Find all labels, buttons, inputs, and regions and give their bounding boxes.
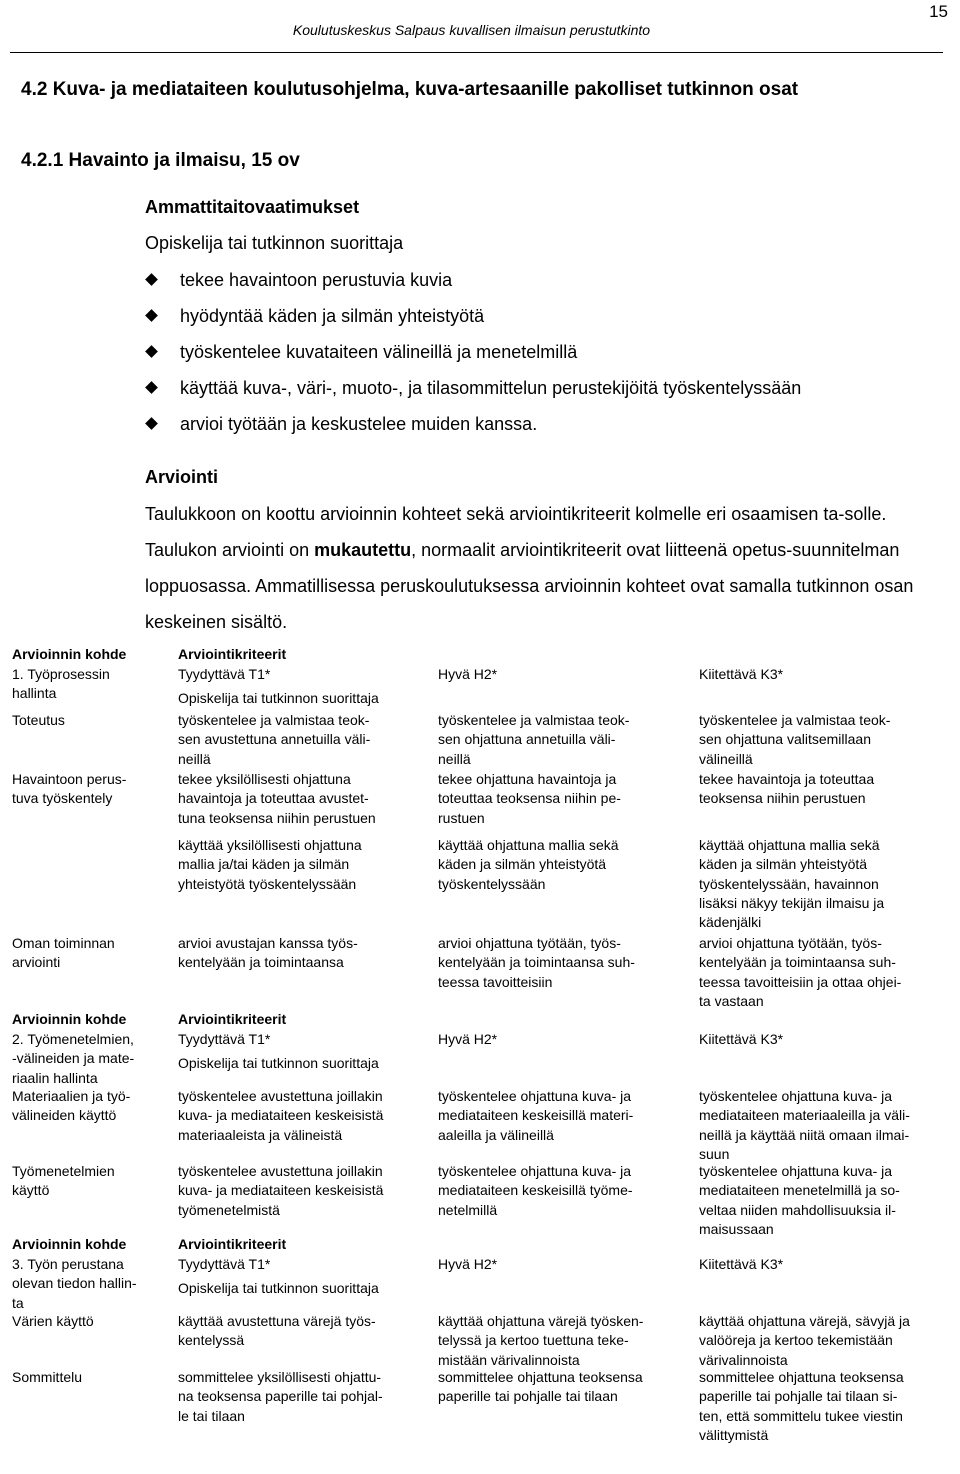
requirements-list (145, 262, 801, 442)
criteria-lead: Opiskelija tai tutkinnon suorittaja (178, 1055, 379, 1071)
assessment-text (145, 496, 960, 640)
assessment-target: arviointi (12, 954, 61, 971)
assessment-target: Havaintoon perus- (12, 771, 127, 787)
criteria-t1: havaintoja ja toteuttaa avustet- (178, 790, 369, 807)
assessment-paragraph: Taulukkoon on koottu arvioinnin kohteet sekä arviointikriteerit kolmelle eri osaamisen ta-solle. Taulukon arviointi on mukautettu, normaalit arviointikriteerit ovat liitteenä opetus-suunnitelman loppuosassa. Ammatillisessa peruskoulutuksessa arvioinnin kohteet ovat samalla tutkinnon osan keskeinen sisältö. (145, 504, 914, 632)
section-title: 1. Työprosessin (12, 666, 110, 682)
criteria-t1: työmenetelmistä (178, 1201, 280, 1218)
criteria-lead: Opiskelija tai tutkinnon suorittaja (178, 1280, 379, 1296)
criteria-t1: työskentelee avustettuna joillakin (178, 1163, 383, 1179)
criteria-t1: le tai tilaan (178, 1407, 245, 1424)
section-title: ta (12, 1294, 24, 1311)
level-k3: Kiitettävä K3* (699, 1031, 784, 1047)
criteria-h2: paperille tai pohjalle tai tilaan (438, 1388, 618, 1405)
criteria-h2: mediataiteen keskeisillä materi- (438, 1107, 634, 1124)
criteria-t1: käyttää yksilöllisesti ohjattuna (178, 837, 362, 853)
section-heading: 4.2 Kuva- ja mediataiteen koulutusohjelma, kuva-artesaanille pakolliset tutkinnon osat (21, 79, 799, 100)
criteria-k3: tekee havaintoja ja toteuttaa (699, 771, 875, 787)
column-header-kohde: Arvioinnin kohde (12, 1011, 127, 1027)
criteria-k3: työskentelyssään, havainnon (699, 875, 879, 892)
criteria-t1: sen avustettuna annetuilla väli- (178, 731, 371, 748)
assessment-target: käyttö (12, 1182, 50, 1199)
assessment-target: Materiaalien ja työ- (12, 1088, 131, 1104)
criteria-k3: valööreja ja kertoo tekemistään (699, 1332, 893, 1349)
page-number: 15 (929, 2, 948, 21)
criteria-t1: tekee yksilöllisesti ohjattuna (178, 771, 351, 787)
diamond-bullet-icon (145, 381, 158, 394)
criteria-h2: mediataiteen keskeisillä työme- (438, 1182, 633, 1199)
criteria-h2: työskentelee ohjattuna kuva- ja (438, 1088, 632, 1104)
criteria-k3: käyttää ohjattuna värejä, sävyjä ja (699, 1313, 910, 1329)
assessment-target: Työmenetelmien (12, 1163, 115, 1179)
criteria-h2: käyttää ohjattuna värejä työsken- (438, 1313, 644, 1329)
criteria-k3: arvioi ohjattuna työtään, työs- (699, 935, 882, 951)
criteria-k3: välittymistä (699, 1426, 769, 1443)
assessment-target: Värien käyttö (12, 1313, 94, 1329)
criteria-t1: kuva- ja mediataiteen keskeisistä (178, 1107, 384, 1124)
column-header-kohde: Arvioinnin kohde (12, 646, 127, 662)
requirement-item: käyttää kuva-, väri-, muoto-, ja tilasommittelun perustekijöitä työskentelyssään (145, 370, 801, 406)
criteria-h2: sen ohjattuna annetuilla väli- (438, 731, 616, 748)
requirement-item: tekee havaintoon perustuvia kuvia (145, 262, 801, 298)
level-t1: Tyydyttävä T1* (178, 1031, 271, 1047)
criteria-t1: arvioi avustajan kanssa työs- (178, 935, 358, 951)
criteria-k3: neillä ja käyttää niitä omaan ilmai- (699, 1126, 910, 1143)
criteria-t1: materiaaleista ja välineistä (178, 1126, 343, 1143)
criteria-k3: mediataiteen materiaaleilla ja väli- (699, 1107, 910, 1124)
criteria-t1: tuna teoksensa niihin perustuen (178, 809, 376, 826)
criteria-h2: tekee ohjattuna havaintoja ja (438, 771, 617, 787)
criteria-t1: kentelyään ja toimintaansa (178, 954, 344, 971)
criteria-t1: na teoksensa paperille tai pohjal- (178, 1388, 383, 1405)
criteria-lead: Opiskelija tai tutkinnon suorittaja (178, 690, 379, 706)
requirements-lead: Opiskelija tai tutkinnon suorittaja (145, 233, 404, 253)
criteria-t1: mallia ja/tai käden ja silmän (178, 856, 350, 873)
column-header-kohde: Arvioinnin kohde (12, 1236, 127, 1252)
column-header-kriteerit: Arviointikriteerit (178, 646, 287, 662)
assessment-target: Oman toiminnan (12, 935, 115, 951)
level-h2: Hyvä H2* (438, 1031, 498, 1047)
criteria-t1: työskentelee avustettuna joillakin (178, 1088, 383, 1104)
section-title: 2. Työmenetelmien, (12, 1031, 134, 1047)
criteria-h2: arvioi ohjattuna työtään, työs- (438, 935, 621, 951)
requirement-item: arvioi työtään ja keskustelee muiden kanssa. (145, 406, 801, 442)
section-title: riaalin hallinta (12, 1069, 98, 1086)
requirements-title: Ammattitaitovaatimukset (145, 197, 360, 217)
criteria-t1: yhteistyötä työskentelyssään (178, 875, 357, 892)
criteria-t1: kentelyssä (178, 1332, 245, 1349)
criteria-h2: neillä (438, 750, 471, 767)
level-t1: Tyydyttävä T1* (178, 1256, 271, 1272)
criteria-k3: työskentelee ohjattuna kuva- ja (699, 1163, 893, 1179)
criteria-t1: neillä (178, 750, 211, 767)
criteria-k3: kentelyään ja toimintaansa suh- (699, 954, 896, 971)
criteria-h2: telyssä ja kertoo tuettuna teke- (438, 1332, 629, 1349)
level-h2: Hyvä H2* (438, 1256, 498, 1272)
criteria-t1: käyttää avustettuna värejä työs- (178, 1313, 376, 1329)
level-t1: Tyydyttävä T1* (178, 666, 271, 682)
diamond-bullet-icon (145, 417, 158, 430)
criteria-k3: veltaa niiden mahdollisuuksia il- (699, 1201, 896, 1218)
criteria-h2: työskentelyssään (438, 875, 546, 892)
criteria-h2: käyttää ohjattuna mallia sekä (438, 837, 619, 853)
criteria-k3: paperille tai pohjalle tai tilaan si- (699, 1388, 898, 1405)
criteria-h2: rustuen (438, 809, 485, 826)
criteria-k3: käyttää ohjattuna mallia sekä (699, 837, 880, 853)
criteria-h2: sommittelee ohjattuna teoksensa (438, 1369, 643, 1385)
criteria-k3: kädenjälki (699, 914, 762, 931)
criteria-k3: värivalinnoista (699, 1351, 788, 1368)
column-header-kriteerit: Arviointikriteerit (178, 1011, 287, 1027)
section-title: olevan tiedon hallin- (12, 1275, 137, 1292)
diamond-bullet-icon (145, 309, 158, 322)
diamond-bullet-icon (145, 345, 158, 358)
criteria-t1: kuva- ja mediataiteen keskeisistä (178, 1182, 384, 1199)
column-header-kriteerit: Arviointikriteerit (178, 1236, 287, 1252)
criteria-h2: työskentelee ja valmistaa teok- (438, 712, 630, 728)
assessment-target: Toteutus (12, 712, 65, 728)
criteria-k3: mediataiteen menetelmillä ja so- (699, 1182, 900, 1199)
criteria-t1: sommittelee yksilöllisesti ohjattu- (178, 1369, 382, 1385)
level-h2: Hyvä H2* (438, 666, 498, 682)
criteria-h2: kentelyään ja toimintaansa suh- (438, 954, 635, 971)
criteria-k3: suun (699, 1145, 730, 1162)
criteria-k3: käden ja silmän yhteistyötä (699, 856, 868, 873)
criteria-k3: ta vastaan (699, 992, 764, 1009)
criteria-k3: sommittelee ohjattuna teoksensa (699, 1369, 904, 1385)
assessment-title: Arviointi (145, 467, 219, 487)
running-header: Koulutuskeskus Salpaus kuvallisen ilmaisun perustutkinto (292, 22, 651, 38)
criteria-h2: mistään värivalinnoista (438, 1351, 580, 1368)
section-title: hallinta (12, 685, 57, 702)
section-title: 3. Työn perustana (12, 1256, 124, 1272)
assessment-target: välineiden käyttö (12, 1107, 117, 1124)
criteria-h2: teessa tavoitteisiin (438, 973, 553, 990)
criteria-h2: työskentelee ohjattuna kuva- ja (438, 1163, 632, 1179)
diamond-bullet-icon (145, 273, 158, 286)
requirement-item: hyödyntää käden ja silmän yhteistyötä (145, 298, 801, 334)
level-k3: Kiitettävä K3* (699, 666, 784, 682)
criteria-t1: työskentelee ja valmistaa teok- (178, 712, 370, 728)
level-k3: Kiitettävä K3* (699, 1256, 784, 1272)
criteria-k3: työskentelee ja valmistaa teok- (699, 712, 891, 728)
criteria-h2: aaleilla ja välineillä (438, 1126, 554, 1143)
assessment-target: Sommittelu (12, 1369, 83, 1385)
subsection-heading: 4.2.1 Havainto ja ilmaisu, 15 ov (21, 150, 300, 171)
criteria-k3: ten, että sommittelu tukee viestin (699, 1407, 903, 1424)
criteria-k3: välineillä (699, 750, 753, 767)
criteria-h2: toteuttaa teoksensa niihin pe- (438, 790, 621, 807)
header-divider (10, 52, 943, 53)
requirement-item: työskentelee kuvataiteen välineillä ja menetelmillä (145, 334, 801, 370)
criteria-k3: lisäksi näkyy tekijän ilmaisu ja (699, 894, 885, 911)
assessment-target: tuva työskentely (12, 790, 113, 807)
criteria-k3: teessa tavoitteisiin ja ottaa ohjei- (699, 973, 902, 990)
section-title: -välineiden ja mate- (12, 1050, 135, 1067)
criteria-k3: maisussaan (699, 1220, 774, 1237)
criteria-k3: sen ohjattuna valitsemillaan (699, 731, 871, 748)
criteria-k3: työskentelee ohjattuna kuva- ja (699, 1088, 893, 1104)
criteria-k3: teoksensa niihin perustuen (699, 790, 866, 807)
criteria-h2: netelmillä (438, 1201, 498, 1218)
criteria-h2: käden ja silmän yhteistyötä (438, 856, 607, 873)
